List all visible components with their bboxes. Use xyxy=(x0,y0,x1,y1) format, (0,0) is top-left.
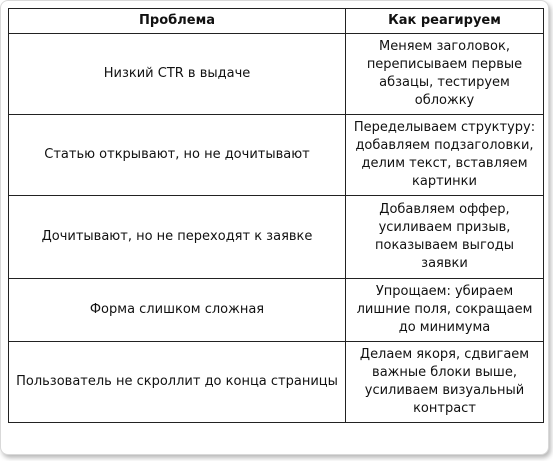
table-header-row xyxy=(9,9,544,34)
problem-cell: Дочитывают, но не переходят к заявке xyxy=(9,196,346,279)
response-cell: Добавляем оффер, усиливаем призыв, показываем выгоды заявки xyxy=(346,196,544,279)
response-cell: Упрощаем: убираем лишние поля, сокращаем до минимума xyxy=(346,279,544,342)
problem-cell: Форма слишком сложная xyxy=(9,279,346,342)
problem-cell: Статью открывают, но не дочитывают xyxy=(9,115,346,196)
table-row xyxy=(9,342,544,423)
table-row xyxy=(9,279,544,342)
table-row xyxy=(9,115,544,196)
header-problem: Проблема xyxy=(9,9,346,34)
header-response: Как реагируем xyxy=(346,9,544,34)
table-row xyxy=(9,34,544,115)
response-cell: Переделываем структуру: добавляем подзаголовки, делим текст, вставляем картинки xyxy=(346,115,544,196)
table-row xyxy=(9,196,544,279)
problem-response-table xyxy=(8,8,544,423)
problem-cell: Пользователь не скроллит до конца страницы xyxy=(9,342,346,423)
response-cell: Меняем заголовок, переписываем первые абзацы, тестируем обложку xyxy=(346,34,544,115)
problem-cell: Низкий CTR в выдаче xyxy=(9,34,346,115)
response-cell: Делаем якоря, сдвигаем важные блоки выше, усиливаем визуальный контраст xyxy=(346,342,544,423)
